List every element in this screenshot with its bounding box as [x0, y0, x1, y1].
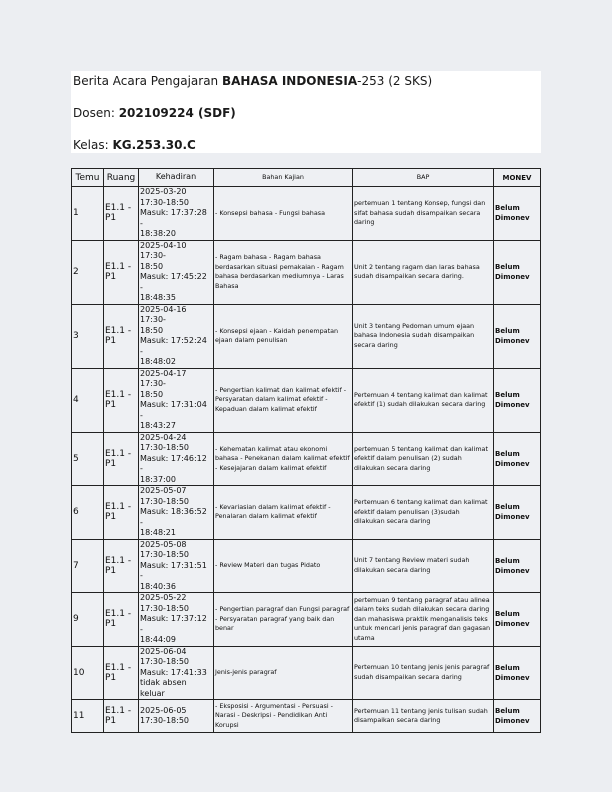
cell-kehadiran-line: 18:43:27 [140, 421, 176, 430]
cell-monev [494, 593, 541, 647]
cell-temu: 9 [72, 593, 104, 647]
cell-monev-line: Belum [495, 449, 520, 458]
table-row [72, 700, 541, 733]
cell-temu: 4 [72, 368, 104, 432]
header-monev: MONEV [494, 169, 541, 187]
cell-kehadiran-line: 18:50 [140, 389, 164, 399]
cell-bahan-kajian: - Pengertian kalimat dan kalimat efektif - Persyaratan dalam kalimat efektif - Kepaduan dalam kalimat efektif [214, 368, 353, 432]
header-temu: Temu [72, 169, 104, 187]
cell-monev-line: Dimonev [495, 566, 530, 575]
cell-monev-line: Dimonev [495, 513, 530, 522]
cell-kehadiran-line: Masuk: 17:46:12 - [140, 453, 207, 473]
cell-kehadiran-line: 17:30-18:50 [140, 197, 189, 207]
cell-kehadiran-line: 2025-04-16 17:30- [140, 304, 187, 324]
cell-monev [494, 432, 541, 486]
cell-bap: pertemuan 5 tentang kalimat dan kalimat efektif dalam penulisan (2) sudah dilakukan secara daring [353, 432, 494, 486]
table-row [72, 539, 541, 593]
cell-kehadiran [139, 486, 214, 540]
cell-monev-line: Belum [495, 327, 520, 335]
cell-kehadiran [139, 240, 214, 304]
cell-kehadiran-line: 17:30-18:50 [140, 716, 189, 725]
cell-bahan-kajian: - Eksposisi - Argumentasi - Persuasi - Narasi - Deskripsi - Pendidikan Anti Korupsi [214, 700, 353, 733]
cell-monev [494, 486, 541, 540]
cell-monev-line: Dimonev [495, 214, 530, 223]
document-header [71, 71, 541, 153]
cell-bap: Unit 7 tentang Review materi sudah dilakukan secara daring [353, 539, 494, 593]
cell-ruang: E1.1 - P1 [104, 304, 139, 368]
cell-kehadiran [139, 646, 214, 700]
cell-bap: pertemuan 1 tentang Konsep, fungsi dan sifat bahasa sudah disampaikan secara daring [353, 187, 494, 241]
cell-bap: Pertemuan 4 tentang kalimat dan kalimat efektif (1) sudah dilakukan secara daring [353, 368, 494, 432]
cell-temu: 10 [72, 646, 104, 700]
table-row [72, 486, 541, 540]
cell-kehadiran-line: 18:48:02 [140, 357, 176, 366]
cell-monev-line: Belum [495, 263, 520, 271]
cell-kehadiran-line: 18:50 [140, 261, 164, 271]
table-row [72, 646, 541, 700]
cell-temu: 7 [72, 539, 104, 593]
cell-monev-line: Belum [495, 663, 520, 672]
cell-monev [494, 646, 541, 700]
cell-kehadiran-line: 18:37:00 [140, 474, 176, 484]
cell-kehadiran [139, 432, 214, 486]
cell-bahan-kajian: - Kehematan kalimat atau ekonomi bahasa - Penekanan dalam kalimat efektif - Kesejajaran dalam kalimat efektif [214, 432, 353, 486]
cell-kehadiran [139, 187, 214, 241]
lecturer-id: 202109224 (SDF) [118, 106, 236, 120]
cell-kehadiran-line: 2025-04-10 17:30- [140, 240, 187, 260]
cell-kehadiran-line: 2025-05-22 [140, 593, 187, 602]
cell-kehadiran-line: 18:38:20 [140, 229, 176, 238]
cell-monev-line: Dimonev [495, 459, 530, 468]
cell-temu: 5 [72, 432, 104, 486]
lecturer-line: Dosen: 202109224 (SDF) [73, 106, 236, 120]
cell-monev-line: Belum [495, 707, 520, 715]
table-row [72, 432, 541, 486]
cell-ruang: E1.1 - P1 [104, 486, 139, 540]
header-kehadiran: Kehadiran [139, 169, 214, 187]
cell-monev [494, 368, 541, 432]
cell-kehadiran [139, 368, 214, 432]
cell-kehadiran-line: Masuk: 17:31:51 - [140, 560, 207, 580]
cell-kehadiran-line: 2025-04-17 17:30- [140, 368, 187, 388]
cell-kehadiran-line: 18:40:36 [140, 581, 176, 591]
cell-kehadiran [139, 539, 214, 593]
header-bap: BAP [353, 169, 494, 187]
report-title: Berita Acara Pengajaran BAHASA INDONESIA-253 (2 SKS) [73, 74, 433, 88]
header-bahan-kajian: Bahan Kajian [214, 169, 353, 187]
cell-kehadiran-line: 17:30-18:50 [140, 496, 189, 506]
cell-monev-line: Dimonev [495, 401, 530, 409]
cell-temu: 1 [72, 187, 104, 241]
cell-monev-line: Dimonev [495, 673, 530, 682]
cell-kehadiran-line: Masuk: 17:37:12 - [140, 614, 207, 634]
cell-monev-line: Belum [495, 503, 520, 512]
cell-bahan-kajian: - Konsepsi ejaan - Kaidah penempatan ejaan dalam penulisan [214, 304, 353, 368]
cell-temu: 3 [72, 304, 104, 368]
cell-bahan-kajian: - Review Materi dan tugas Pidato [214, 539, 353, 593]
table-row [72, 187, 541, 241]
cell-bap: Pertemuan 10 tentang jenis jenis paragraf sudah disampaikan secara daring [353, 646, 494, 700]
table-row [72, 593, 541, 647]
cell-monev-line: Belum [495, 391, 520, 399]
cell-monev [494, 304, 541, 368]
header-ruang: Ruang [104, 169, 139, 187]
cell-kehadiran-line: 2025-06-05 [140, 705, 187, 715]
cell-monev [494, 539, 541, 593]
class-id: KG.253.30.C [112, 138, 196, 152]
cell-monev [494, 240, 541, 304]
cell-temu: 2 [72, 240, 104, 304]
cell-ruang: E1.1 - P1 [104, 432, 139, 486]
cell-bahan-kajian: - Konsepsi bahasa - Fungsi bahasa [214, 187, 353, 241]
cell-temu: 11 [72, 700, 104, 733]
cell-temu: 6 [72, 486, 104, 540]
cell-kehadiran-line: 17:30-18:50 [140, 550, 189, 559]
cell-monev-line: Belum [495, 610, 520, 619]
cell-kehadiran-line: 2025-05-08 [140, 539, 187, 549]
cell-bahan-kajian: - Ragam bahasa - Ragam bahasa berdasarkan situasi pemakaian - Ragam bahasa berdasarkan mediumnya - Laras Bahasa [214, 240, 353, 304]
cell-ruang: E1.1 - P1 [104, 593, 139, 647]
cell-monev-line: Belum [495, 204, 520, 213]
course-name: BAHASA INDONESIA [221, 74, 358, 88]
cell-bahan-kajian: Jenis-jenis paragraf [214, 646, 353, 700]
cell-kehadiran-line: 18:48:35 [140, 293, 176, 302]
cell-kehadiran-line: 18:50 [140, 325, 164, 335]
cell-ruang: E1.1 - P1 [104, 646, 139, 700]
cell-kehadiran-line: 2025-04-24 [140, 432, 187, 442]
table-body [72, 187, 541, 733]
cell-bahan-kajian: - Pengertian paragraf dan Fungsi paragraf - Persyaratan paragraf yang baik dan benar [214, 593, 353, 647]
cell-bap: Unit 3 tentang Pedoman umum ejaan bahasa Indonesia sudah disampaikan secara daring [353, 304, 494, 368]
cell-bahan-kajian: - Kevariasian dalam kalimat efektif - Penalaran dalam kalimat efektif [214, 486, 353, 540]
cell-monev-line: Belum [495, 556, 520, 565]
cell-bap: Pertemuan 6 tentang kalimat dan kalimat efektif dalam penulisan (3)sudah dilakukan secara daring [353, 486, 494, 540]
cell-kehadiran [139, 304, 214, 368]
cell-bap: pertemuan 9 tentang paragraf atau alinea dalam teks sudah dilakukan secara daring dan mahasiswa praktik menganalisis teks untuk mencari jenis paragraf dan gagasan utama [353, 593, 494, 647]
cell-kehadiran-line: 2025-05-07 [140, 486, 187, 495]
cell-kehadiran-line: 17:30-18:50 [140, 443, 189, 452]
cell-kehadiran-line: Masuk: 17:37:28 - [140, 208, 207, 228]
cell-ruang: E1.1 - P1 [104, 187, 139, 241]
cell-kehadiran-line: 17:30-18:50 [140, 603, 189, 613]
cell-kehadiran-line: Masuk: 17:45:22 - [140, 272, 207, 292]
cell-monev [494, 700, 541, 733]
cell-kehadiran-line: 18:44:09 [140, 635, 176, 644]
cell-ruang: E1.1 - P1 [104, 539, 139, 593]
table-row [72, 304, 541, 368]
cell-kehadiran-line: tidak absen [140, 678, 187, 687]
table-header-row [72, 169, 541, 187]
cell-kehadiran-line: 17:30-18:50 [140, 657, 189, 666]
teaching-log-table [71, 168, 541, 733]
cell-ruang: E1.1 - P1 [104, 700, 139, 733]
cell-kehadiran-line: 2025-06-04 [140, 646, 187, 656]
cell-bap: Pertemuan 11 tentang jenis tulisan sudah disampaikan secara daring [353, 700, 494, 733]
cell-kehadiran [139, 593, 214, 647]
cell-monev-line: Dimonev [495, 620, 530, 629]
cell-kehadiran-line: Masuk: 18:36:52 - [140, 507, 207, 527]
cell-ruang: E1.1 - P1 [104, 368, 139, 432]
cell-kehadiran-line: Masuk: 17:41:33 [140, 667, 207, 677]
cell-monev-line: Dimonev [495, 273, 530, 281]
cell-kehadiran-line: 18:48:21 [140, 528, 176, 537]
cell-monev-line: Dimonev [495, 717, 530, 725]
cell-kehadiran-line: keluar [140, 688, 165, 698]
cell-kehadiran-line: Masuk: 17:52:24 - [140, 336, 207, 356]
cell-kehadiran [139, 700, 214, 733]
cell-monev-line: Dimonev [495, 337, 530, 345]
cell-kehadiran-line: 2025-03-20 [140, 187, 187, 196]
cell-monev [494, 187, 541, 241]
cell-ruang: E1.1 - P1 [104, 240, 139, 304]
table-row [72, 368, 541, 432]
table-row [72, 240, 541, 304]
class-line: Kelas: KG.253.30.C [73, 138, 196, 152]
cell-bap: Unit 2 tentang ragam dan laras bahasa sudah disampaikan secara daring. [353, 240, 494, 304]
cell-kehadiran-line: Masuk: 17:31:04 - [140, 400, 207, 420]
